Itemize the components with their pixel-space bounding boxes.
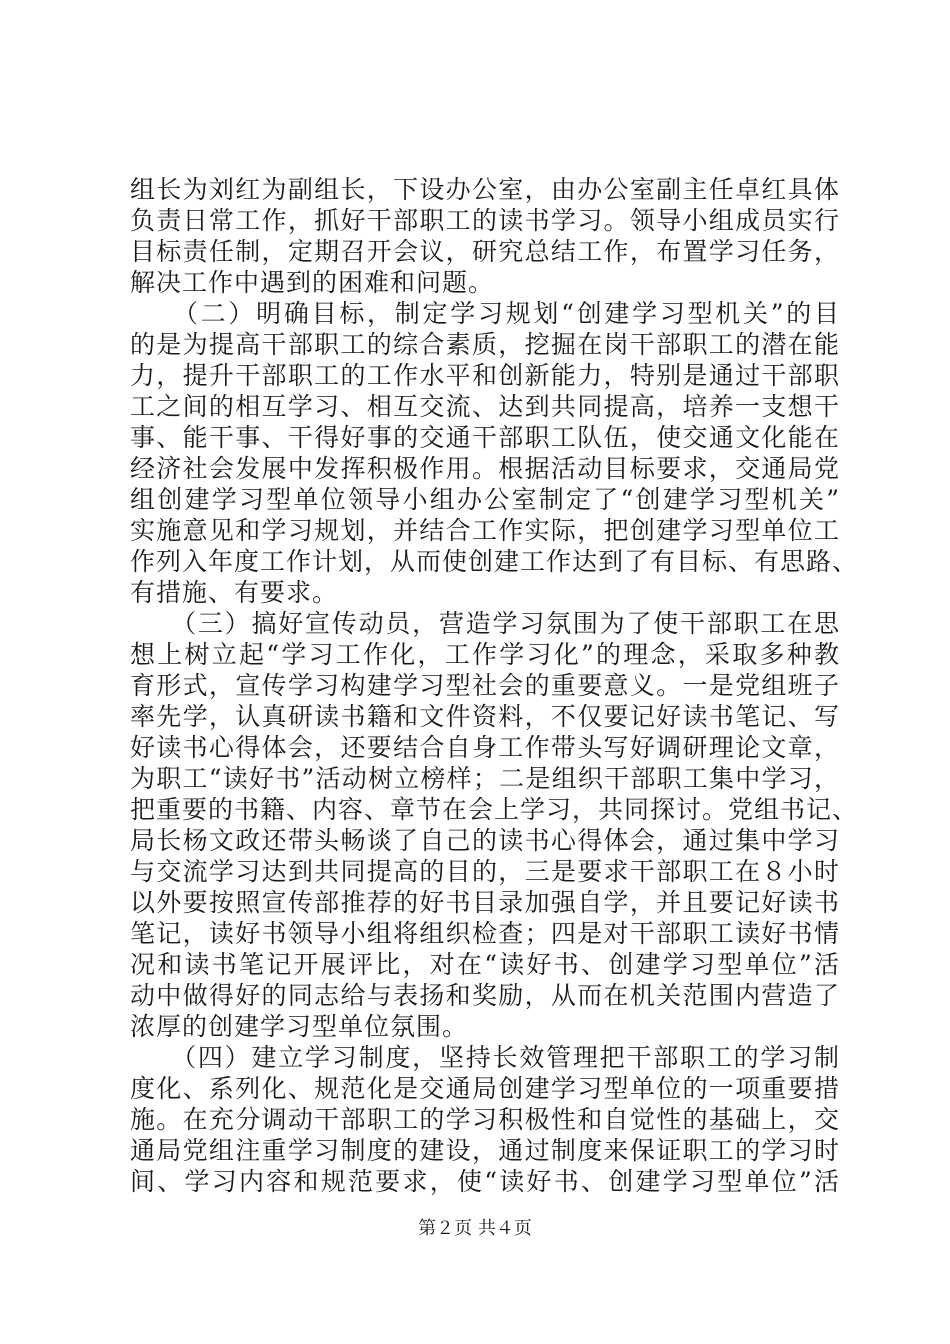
text-line: 浓厚的创建学习型单位氛围。 bbox=[130, 1012, 469, 1041]
text-line: 通局党组注重学习制度的建设，通过制度来保证职工的学习时 bbox=[130, 1136, 840, 1165]
text-line: 有措施、有要求。 bbox=[130, 578, 339, 607]
text-line: 育形式，宣传学习构建学习型社会的重要意义。一是党组班子 bbox=[130, 671, 840, 700]
text-line: 解决工作中遇到的困难和问题。 bbox=[130, 268, 495, 297]
text-line: 施。在充分调动干部职工的学习积极性和自觉性的基础上，交 bbox=[130, 1105, 840, 1134]
text-line: 动中做得好的同志给与表扬和奖励，从而在机关范围内营造了 bbox=[130, 981, 840, 1010]
text-line: 组创建学习型单位领导小组办公室制定了“创建学习型机关” bbox=[130, 485, 840, 514]
text-line: 好读书心得体会，还要结合自身工作带头写好调研理论文章， bbox=[130, 733, 840, 762]
text-line: 的是为提高干部职工的综合素质，挖掘在岗干部职工的潜在能 bbox=[130, 330, 840, 359]
text-line: 负责日常工作，抓好干部职工的读书学习。领导小组成员实行 bbox=[130, 206, 840, 235]
text-line: 率先学，认真研读书籍和文件资料，不仅要记好读书笔记、写 bbox=[130, 702, 840, 731]
text-line: 与交流学习达到共同提高的目的，三是要求干部职工在８小时 bbox=[130, 857, 840, 886]
text-line: 经济社会发展中发挥积极作用。根据活动目标要求，交通局党 bbox=[130, 454, 840, 483]
text-line: 况和读书笔记开展评比，对在“读好书、创建学习型单位”活 bbox=[130, 950, 840, 979]
text-line: 笔记，读好书领导小组将组织检查；四是对干部职工读好书情 bbox=[130, 919, 840, 948]
text-line: 力，提升干部职工的工作水平和创新能力，特别是通过干部职 bbox=[130, 361, 840, 390]
text-line: 把重要的书籍、内容、章节在会上学习，共同探讨。党组书记、 bbox=[130, 795, 859, 824]
page-footer: 第２页 共４页 bbox=[418, 1218, 532, 1239]
text-line: 想上树立起“学习工作化，工作学习化”的理念，采取多种教 bbox=[130, 640, 840, 669]
text-line: 工之间的相互学习、相互交流、达到共同提高，培养一支想干 bbox=[130, 392, 840, 421]
text-line: （二）明确目标，制定学习规划“创建学习型机关”的目 bbox=[130, 299, 840, 328]
text-line: 以外要按照宣传部推荐的好书目录加强自学，并且要记好读书 bbox=[130, 888, 840, 917]
text-line: （三）搞好宣传动员，营造学习氛围为了使干部职工在思 bbox=[130, 609, 840, 638]
text-line: 作列入年度工作计划，从而使创建工作达到了有目标、有思路、 bbox=[130, 547, 859, 576]
text-line: 为职工“读好书”活动树立榜样；二是组织干部职工集中学习， bbox=[130, 764, 840, 793]
text-line: 局长杨文政还带头畅谈了自己的读书心得体会，通过集中学习 bbox=[130, 826, 840, 855]
text-line: 目标责任制，定期召开会议，研究总结工作，布置学习任务， bbox=[130, 237, 840, 266]
text-line: （四）建立学习制度，坚持长效管理把干部职工的学习制 bbox=[130, 1043, 840, 1072]
text-line: 间、学习内容和规范要求，使“读好书、创建学习型单位”活 bbox=[130, 1167, 840, 1196]
text-line: 事、能干事、干得好事的交通干部职工队伍，使交通文化能在 bbox=[130, 423, 840, 452]
text-line: 度化、系列化、规范化是交通局创建学习型单位的一项重要措 bbox=[130, 1074, 840, 1103]
text-line: 组长为刘红为副组长，下设办公室，由办公室副主任卓红具体 bbox=[130, 175, 840, 204]
document-body-text bbox=[130, 174, 859, 1197]
text-line: 实施意见和学习规划，并结合工作实际，把创建学习型单位工 bbox=[130, 516, 840, 545]
